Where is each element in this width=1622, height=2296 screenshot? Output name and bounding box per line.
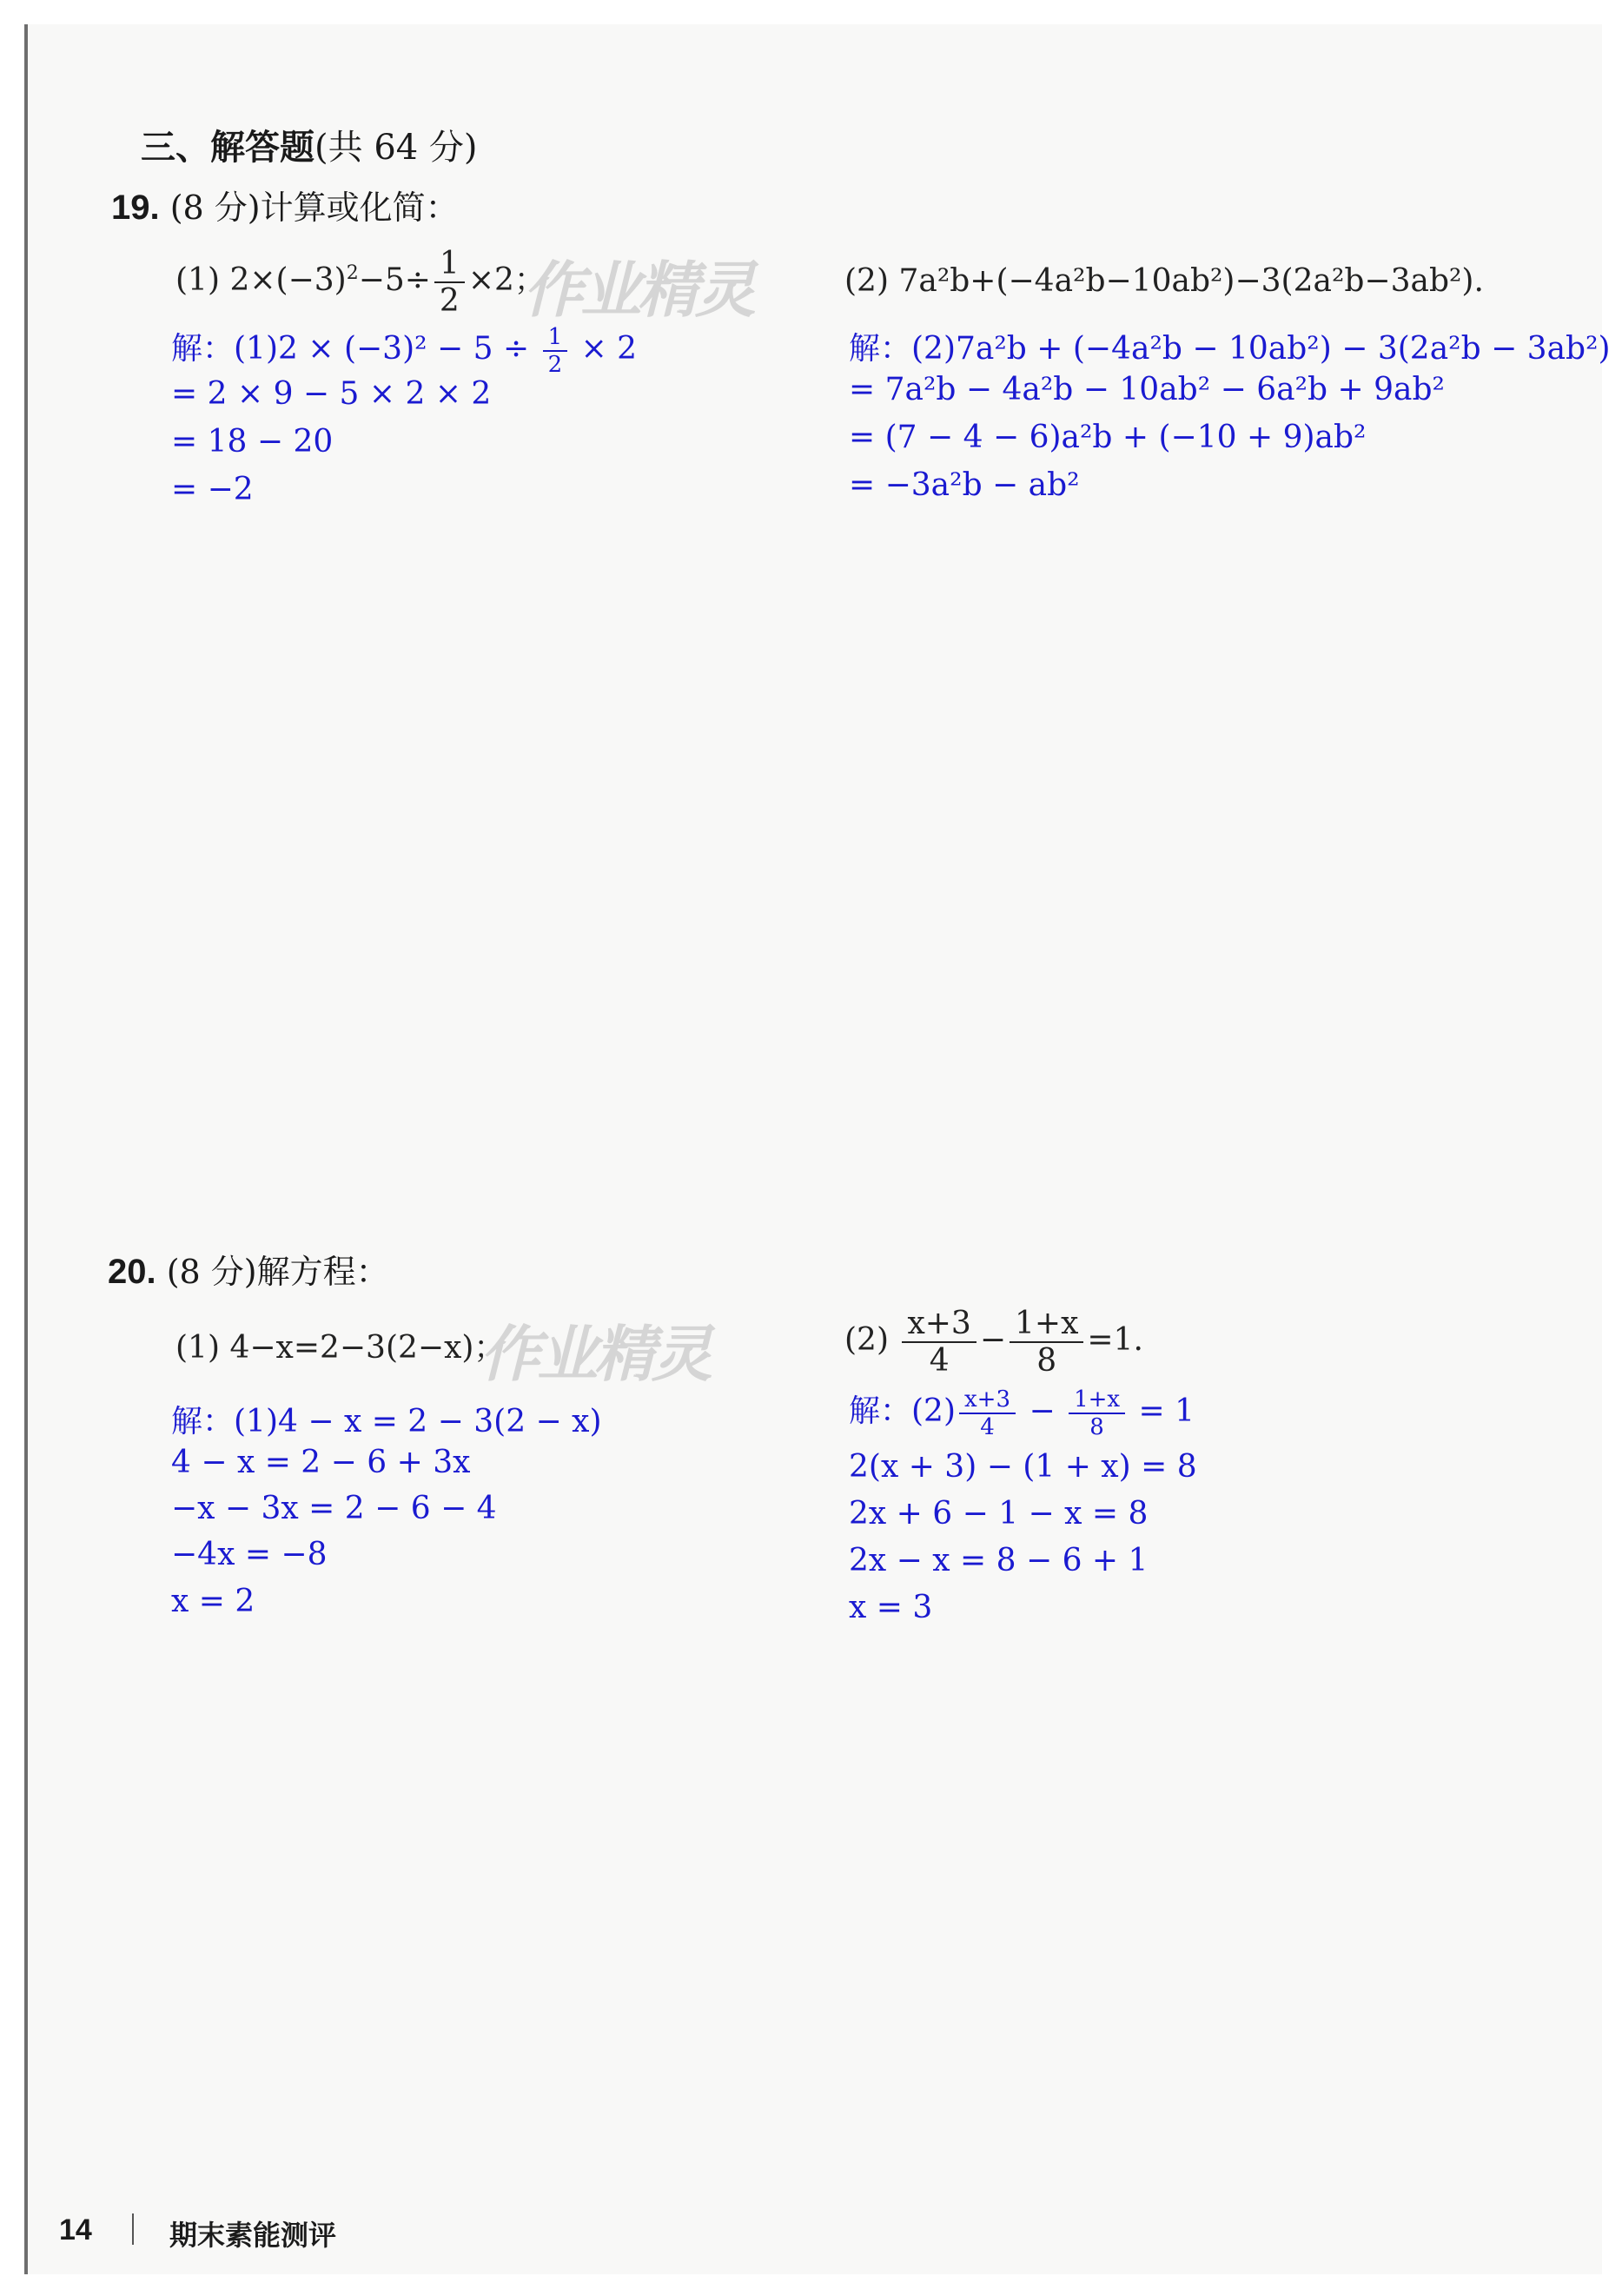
problem-label: (1) bbox=[175, 1330, 220, 1366]
section-title bbox=[141, 120, 478, 169]
denominator: 4 bbox=[980, 1414, 995, 1440]
rhs: =1. bbox=[1087, 1322, 1143, 1358]
denominator: 2 bbox=[547, 352, 563, 378]
q19-solution-1-line-3: = 18 − 20 bbox=[171, 424, 334, 460]
q19-solution-1-line-2: = 2 × 9 − 5 × 2 × 2 bbox=[171, 376, 492, 412]
q20-solution-1-line-5: x = 2 bbox=[171, 1584, 255, 1619]
question-19-header bbox=[111, 181, 459, 228]
question-title: (8 分)计算或化简： bbox=[169, 189, 459, 227]
numerator: 1+x bbox=[1010, 1306, 1083, 1343]
solution-text: = 1 bbox=[1138, 1393, 1195, 1429]
denominator: 2 bbox=[439, 283, 460, 319]
expr-part: −5÷ bbox=[358, 262, 431, 298]
q19-solution-2-line-4: = −3a²b − ab² bbox=[849, 467, 1080, 503]
exponent: 2 bbox=[346, 262, 359, 284]
q20-solution-1-line-3: −x − 3x = 2 − 6 − 4 bbox=[171, 1491, 497, 1526]
fraction bbox=[959, 1386, 1016, 1440]
denominator: 8 bbox=[1089, 1414, 1104, 1440]
denominator: 8 bbox=[1036, 1343, 1057, 1379]
section-title-text: 三、解答题 bbox=[141, 128, 314, 168]
q19-solution-1-line-4: = −2 bbox=[171, 472, 254, 507]
numerator: x+3 bbox=[902, 1306, 976, 1343]
fraction bbox=[1069, 1386, 1125, 1440]
numerator: 1 bbox=[543, 324, 568, 352]
solution-text: 解：(1)2 × (−3)² − 5 ÷ bbox=[171, 331, 530, 367]
fraction bbox=[1010, 1306, 1083, 1379]
q19-solution-2-line-1: 解：(2)7a²b + (−4a²b − 10ab²) − 3(2a²b − 3ab²) bbox=[849, 331, 1611, 367]
q20-solution-2-line-4: 2x − x = 8 − 6 + 1 bbox=[849, 1543, 1149, 1578]
question-title: (8 分)解方程： bbox=[166, 1253, 389, 1291]
watermark: 作业精灵 bbox=[523, 255, 752, 326]
question-20-header bbox=[108, 1245, 389, 1293]
question-number: 19. bbox=[111, 189, 160, 227]
numerator: 1+x bbox=[1069, 1386, 1125, 1414]
q20-problem-1 bbox=[175, 1323, 505, 1367]
q20-solution-1-line-1: 解：(1)4 − x = 2 − 3(2 − x) bbox=[171, 1404, 602, 1439]
q20-problem-2 bbox=[844, 1306, 1143, 1379]
minus-sign: − bbox=[979, 1322, 1006, 1358]
problem-label: (2) bbox=[844, 1322, 889, 1358]
denominator: 4 bbox=[929, 1343, 950, 1379]
numerator: 1 bbox=[434, 246, 465, 283]
expr-part: ×2； bbox=[467, 262, 546, 298]
q19-solution-2-line-2: = 7a²b − 4a²b − 10ab² − 6a²b + 9ab² bbox=[849, 372, 1445, 407]
footer-title: 期末素能测评 bbox=[169, 2219, 337, 2252]
q19-problem-1 bbox=[175, 246, 546, 319]
expr-part: 2×(−3) bbox=[229, 262, 347, 298]
fraction bbox=[543, 324, 568, 378]
question-number: 20. bbox=[108, 1253, 156, 1291]
numerator: x+3 bbox=[959, 1386, 1016, 1414]
footer-divider bbox=[132, 2213, 134, 2245]
q19-solution-1-line-1 bbox=[171, 324, 637, 378]
q20-solution-2-line-2: 2(x + 3) − (1 + x) = 8 bbox=[849, 1449, 1197, 1485]
q19-problem-2 bbox=[844, 263, 1484, 299]
q20-solution-2-line-5: x = 3 bbox=[849, 1590, 933, 1625]
q20-solution-1-line-4: −4x = −8 bbox=[171, 1537, 328, 1572]
q20-solution-2-line-3: 2x + 6 − 1 − x = 8 bbox=[849, 1496, 1149, 1532]
q19-solution-2-line-3: = (7 − 4 − 6)a²b + (−10 + 9)ab² bbox=[849, 420, 1367, 455]
q20-solution-1-line-2: 4 − x = 2 − 6 + 3x bbox=[171, 1445, 471, 1480]
page-number: 14 bbox=[59, 2213, 92, 2246]
problem-label: (1) bbox=[175, 262, 220, 298]
solution-text: × 2 bbox=[580, 331, 638, 367]
solution-text: 解：(2) bbox=[849, 1393, 956, 1429]
fraction bbox=[902, 1306, 976, 1379]
problem-label: (2) bbox=[844, 263, 889, 299]
page bbox=[24, 24, 1611, 2274]
q20-solution-2-line-1 bbox=[849, 1386, 1195, 1440]
minus-sign: − bbox=[1029, 1393, 1056, 1429]
section-points: (共 64 分) bbox=[314, 128, 478, 168]
expr: 4−x=2−3(2−x)； bbox=[229, 1330, 506, 1366]
fraction bbox=[434, 246, 465, 319]
expr: 7a²b+(−4a²b−10ab²)−3(2a²b−3ab²). bbox=[898, 263, 1484, 299]
watermark: 作业精灵 bbox=[480, 1319, 709, 1390]
